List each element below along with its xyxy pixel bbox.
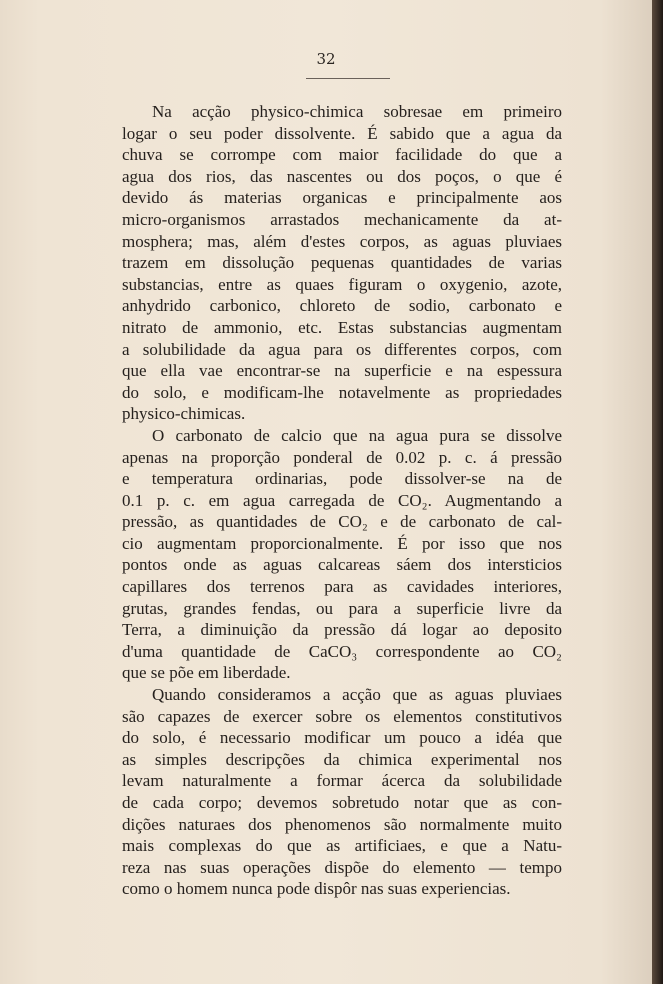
paragraph (122, 684, 562, 900)
text-line: anhydrido carbonico, chloreto de sodio, carbonato e (122, 296, 562, 316)
text-line: que se põe em liberdade. (122, 663, 291, 683)
text-line: substancias, entre as quaes figuram o oxygenio, azote, (122, 274, 562, 294)
text-line: logar o seu poder dissolvente. É sabido que a agua da (122, 123, 562, 143)
text-line: devido ás materias organicas e principalmente aos (122, 188, 562, 208)
text-line: como o homem nunca pode dispôr nas suas experiencias. (122, 879, 511, 899)
text-line: apenas na proporção ponderal de 0.02 p. c. á pressão (122, 447, 562, 467)
text-line: do solo, é necessario modificar um pouco a idéa que (122, 728, 562, 748)
text-line: Terra, a diminuição da pressão dá logar ao deposito (122, 620, 562, 640)
text-line: são capazes de exercer sobre os elementos constitutivos (122, 706, 562, 726)
text-line: d'uma quantidade de CaCO₃ correspondente ao CO₂ (122, 641, 562, 661)
body-text (122, 101, 562, 900)
paragraph (122, 425, 562, 684)
text-line: mosphera; mas, além d'estes corpos, as aguas pluviaes (122, 231, 562, 251)
text-line: levam naturalmente a formar ácerca da solubilidade (122, 771, 562, 791)
text-line: e temperatura ordinarias, pode dissolver-se na de (122, 469, 562, 489)
text-line: a solubilidade da agua para os differentes corpos, com (122, 339, 562, 359)
text-line: agua dos rios, das nascentes ou dos poços, o que é (122, 166, 562, 186)
text-line: do solo, e modificam-lhe notavelmente as propriedades (122, 382, 562, 402)
text-line: capillares dos terrenos para as cavidades interiores, (122, 577, 562, 597)
text-line: pressão, as quantidades de CO₂ e de carbonato de cal- (122, 512, 562, 532)
text-line: chuva se corrompe com maior facilidade do que a (122, 145, 562, 165)
text-line: trazem em dissolução pequenas quantidades de varias (122, 253, 562, 273)
text-line: grutas, grandes fendas, ou para a superficie livre da (122, 598, 562, 618)
text-line: de cada corpo; devemos sobretudo notar que as con- (122, 793, 562, 812)
header-rule (306, 78, 390, 79)
text-line: 0.1 p. c. em agua carregada de CO₂. Augmentando a (122, 490, 562, 510)
text-line: que ella vae encontrar-se na superficie e na espessura (122, 361, 562, 381)
text-line: cio augmentam proporcionalmente. É por isso que nos (122, 533, 562, 553)
text-line: mais complexas do que as artificiaes, e que a Natu- (122, 836, 562, 856)
text-line: reza nas suas operações dispõe do elemento — tempo (122, 857, 562, 877)
text-line: micro-organismos arrastados mechanicamente da at- (122, 209, 562, 229)
text-line: Na acção physico-chimica sobresae em primeiro (152, 102, 562, 121)
text-line: Quando consideramos a acção que as aguas pluviaes (152, 685, 562, 705)
text-line: pontos onde as aguas calcareas sáem dos intersticios (122, 555, 562, 575)
text-line: physico-chimicas. (122, 404, 246, 424)
text-line: dições naturaes dos phenomenos são normalmente muito (122, 814, 562, 834)
text-line: nitrato de ammonio, etc. Estas substancias augmentam (122, 317, 562, 337)
paragraph (122, 101, 562, 425)
text-line: O carbonato de calcio que na agua pura se dissolve (152, 425, 562, 445)
page-edge-shadow (652, 0, 663, 984)
page-number: 32 (316, 50, 336, 68)
text-line: as simples descripções da chimica experimental nos (122, 749, 562, 769)
